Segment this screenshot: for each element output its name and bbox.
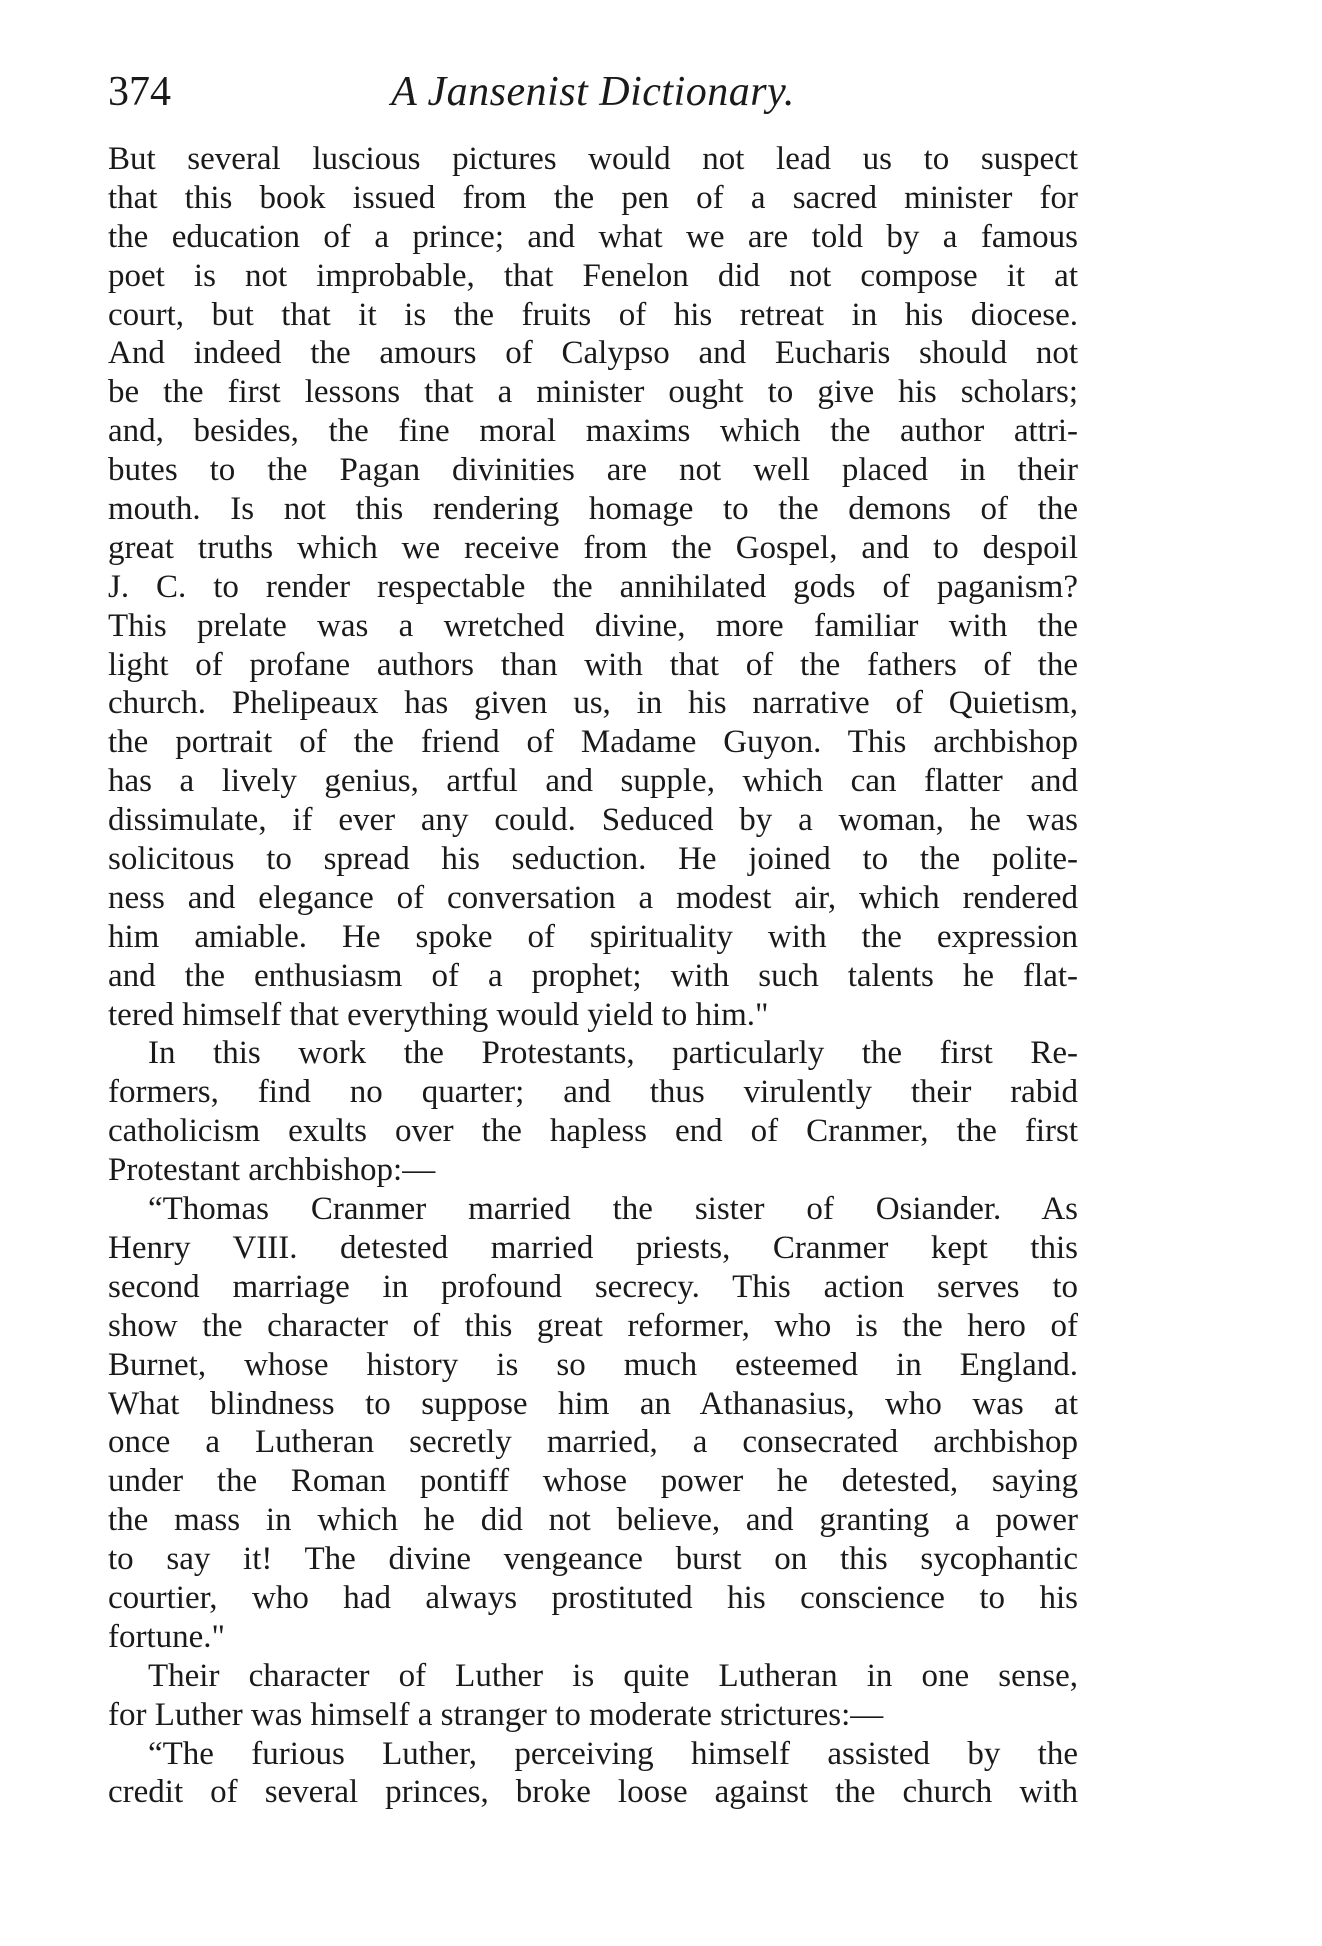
text-line: the education of a prince; and what we are told by a famous <box>108 218 1078 255</box>
text-line: once a Lutheran secretly married, a consecrated archbishop <box>108 1424 1078 1461</box>
text-line: This prelate was a wretched divine, more familiar with the <box>108 607 1078 644</box>
text-line: great truths which we receive from the Gospel, and to despoil <box>108 529 1078 566</box>
body-text <box>108 140 1078 1812</box>
text-line: But several luscious pictures would not lead us to suspect <box>108 141 1078 177</box>
text-line: catholicism exults over the hapless end of Cranmer, the first <box>108 1113 1078 1150</box>
text-line: dissimulate, if ever any could. Seduced by a woman, he was <box>108 802 1078 839</box>
text-line: the mass in which he did not believe, and granting a power <box>108 1502 1078 1539</box>
text-line: Protestant archbishop:— <box>108 1152 436 1189</box>
text-line: him amiable. He spoke of spirituality with the expression <box>108 918 1078 955</box>
text-line: second marriage in profound secrecy. This action serves to <box>108 1268 1078 1305</box>
text-line: for Luther was himself a stranger to moderate strictures:— <box>108 1696 884 1733</box>
text-line: show the character of this great reformer, who is the hero of <box>108 1307 1078 1344</box>
text-line: formers, find no quarter; and thus virulently their rabid <box>108 1074 1078 1111</box>
text-line: J. C. to render respectable the annihilated gods of paganism? <box>108 568 1078 605</box>
text-line: Henry VIII. detested married priests, Cranmer kept this <box>108 1229 1078 1266</box>
text-line: credit of several princes, broke loose against the church with <box>108 1774 1078 1811</box>
text-line: “The furious Luther, perceiving himself assisted by the <box>148 1735 1078 1772</box>
running-title: A Jansenist Dictionary. <box>391 69 795 115</box>
text-line: solicitous to spread his seduction. He joined to the polite- <box>108 841 1078 878</box>
text-line: And indeed the amours of Calypso and Eucharis should not <box>108 335 1078 372</box>
page-header <box>108 62 1078 122</box>
text-line: and, besides, the fine moral maxims which the author attri- <box>108 413 1078 450</box>
text-line: the portrait of the friend of Madame Guyon. This archbishop <box>108 724 1078 761</box>
text-line: In this work the Protestants, particularly the first Re- <box>148 1035 1078 1072</box>
text-line: fortune." <box>108 1618 226 1655</box>
text-line: “Thomas Cranmer married the sister of Osiander. As <box>148 1191 1078 1228</box>
text-line: Burnet, whose history is so much esteemed in England. <box>108 1346 1078 1383</box>
text-line: light of profane authors than with that of the fathers of the <box>108 646 1078 683</box>
text-line: What blindness to suppose him an Athanasius, who was at <box>108 1385 1078 1422</box>
text-line: mouth. Is not this rendering homage to the demons of the <box>108 491 1078 528</box>
text-line: courtier, who had always prostituted his conscience to his <box>108 1579 1078 1616</box>
text-line: court, but that it is the fruits of his retreat in his diocese. <box>108 296 1078 333</box>
text-line: under the Roman pontiff whose power he detested, saying <box>108 1463 1078 1500</box>
text-line: that this book issued from the pen of a sacred minister for <box>108 179 1078 216</box>
text-line: to say it! The divine vengeance burst on this sycophantic <box>108 1541 1078 1578</box>
text-line: has a lively genius, artful and supple, which can flatter and <box>108 763 1078 800</box>
text-line: poet is not improbable, that Fenelon did not compose it at <box>108 257 1078 294</box>
text-line: butes to the Pagan divinities are not well placed in their <box>108 452 1078 489</box>
text-line: be the first lessons that a minister ought to give his scholars; <box>108 374 1078 411</box>
text-line: church. Phelipeaux has given us, in his narrative of Quietism, <box>108 685 1078 722</box>
text-line: Their character of Luther is quite Lutheran in one sense, <box>148 1657 1078 1694</box>
page-number: 374 <box>108 69 171 115</box>
text-line: and the enthusiasm of a prophet; with such talents he flat- <box>108 957 1078 994</box>
text-line: ness and elegance of conversation a modest air, which rendered <box>108 879 1078 916</box>
text-line: tered himself that everything would yield to him." <box>108 996 769 1033</box>
